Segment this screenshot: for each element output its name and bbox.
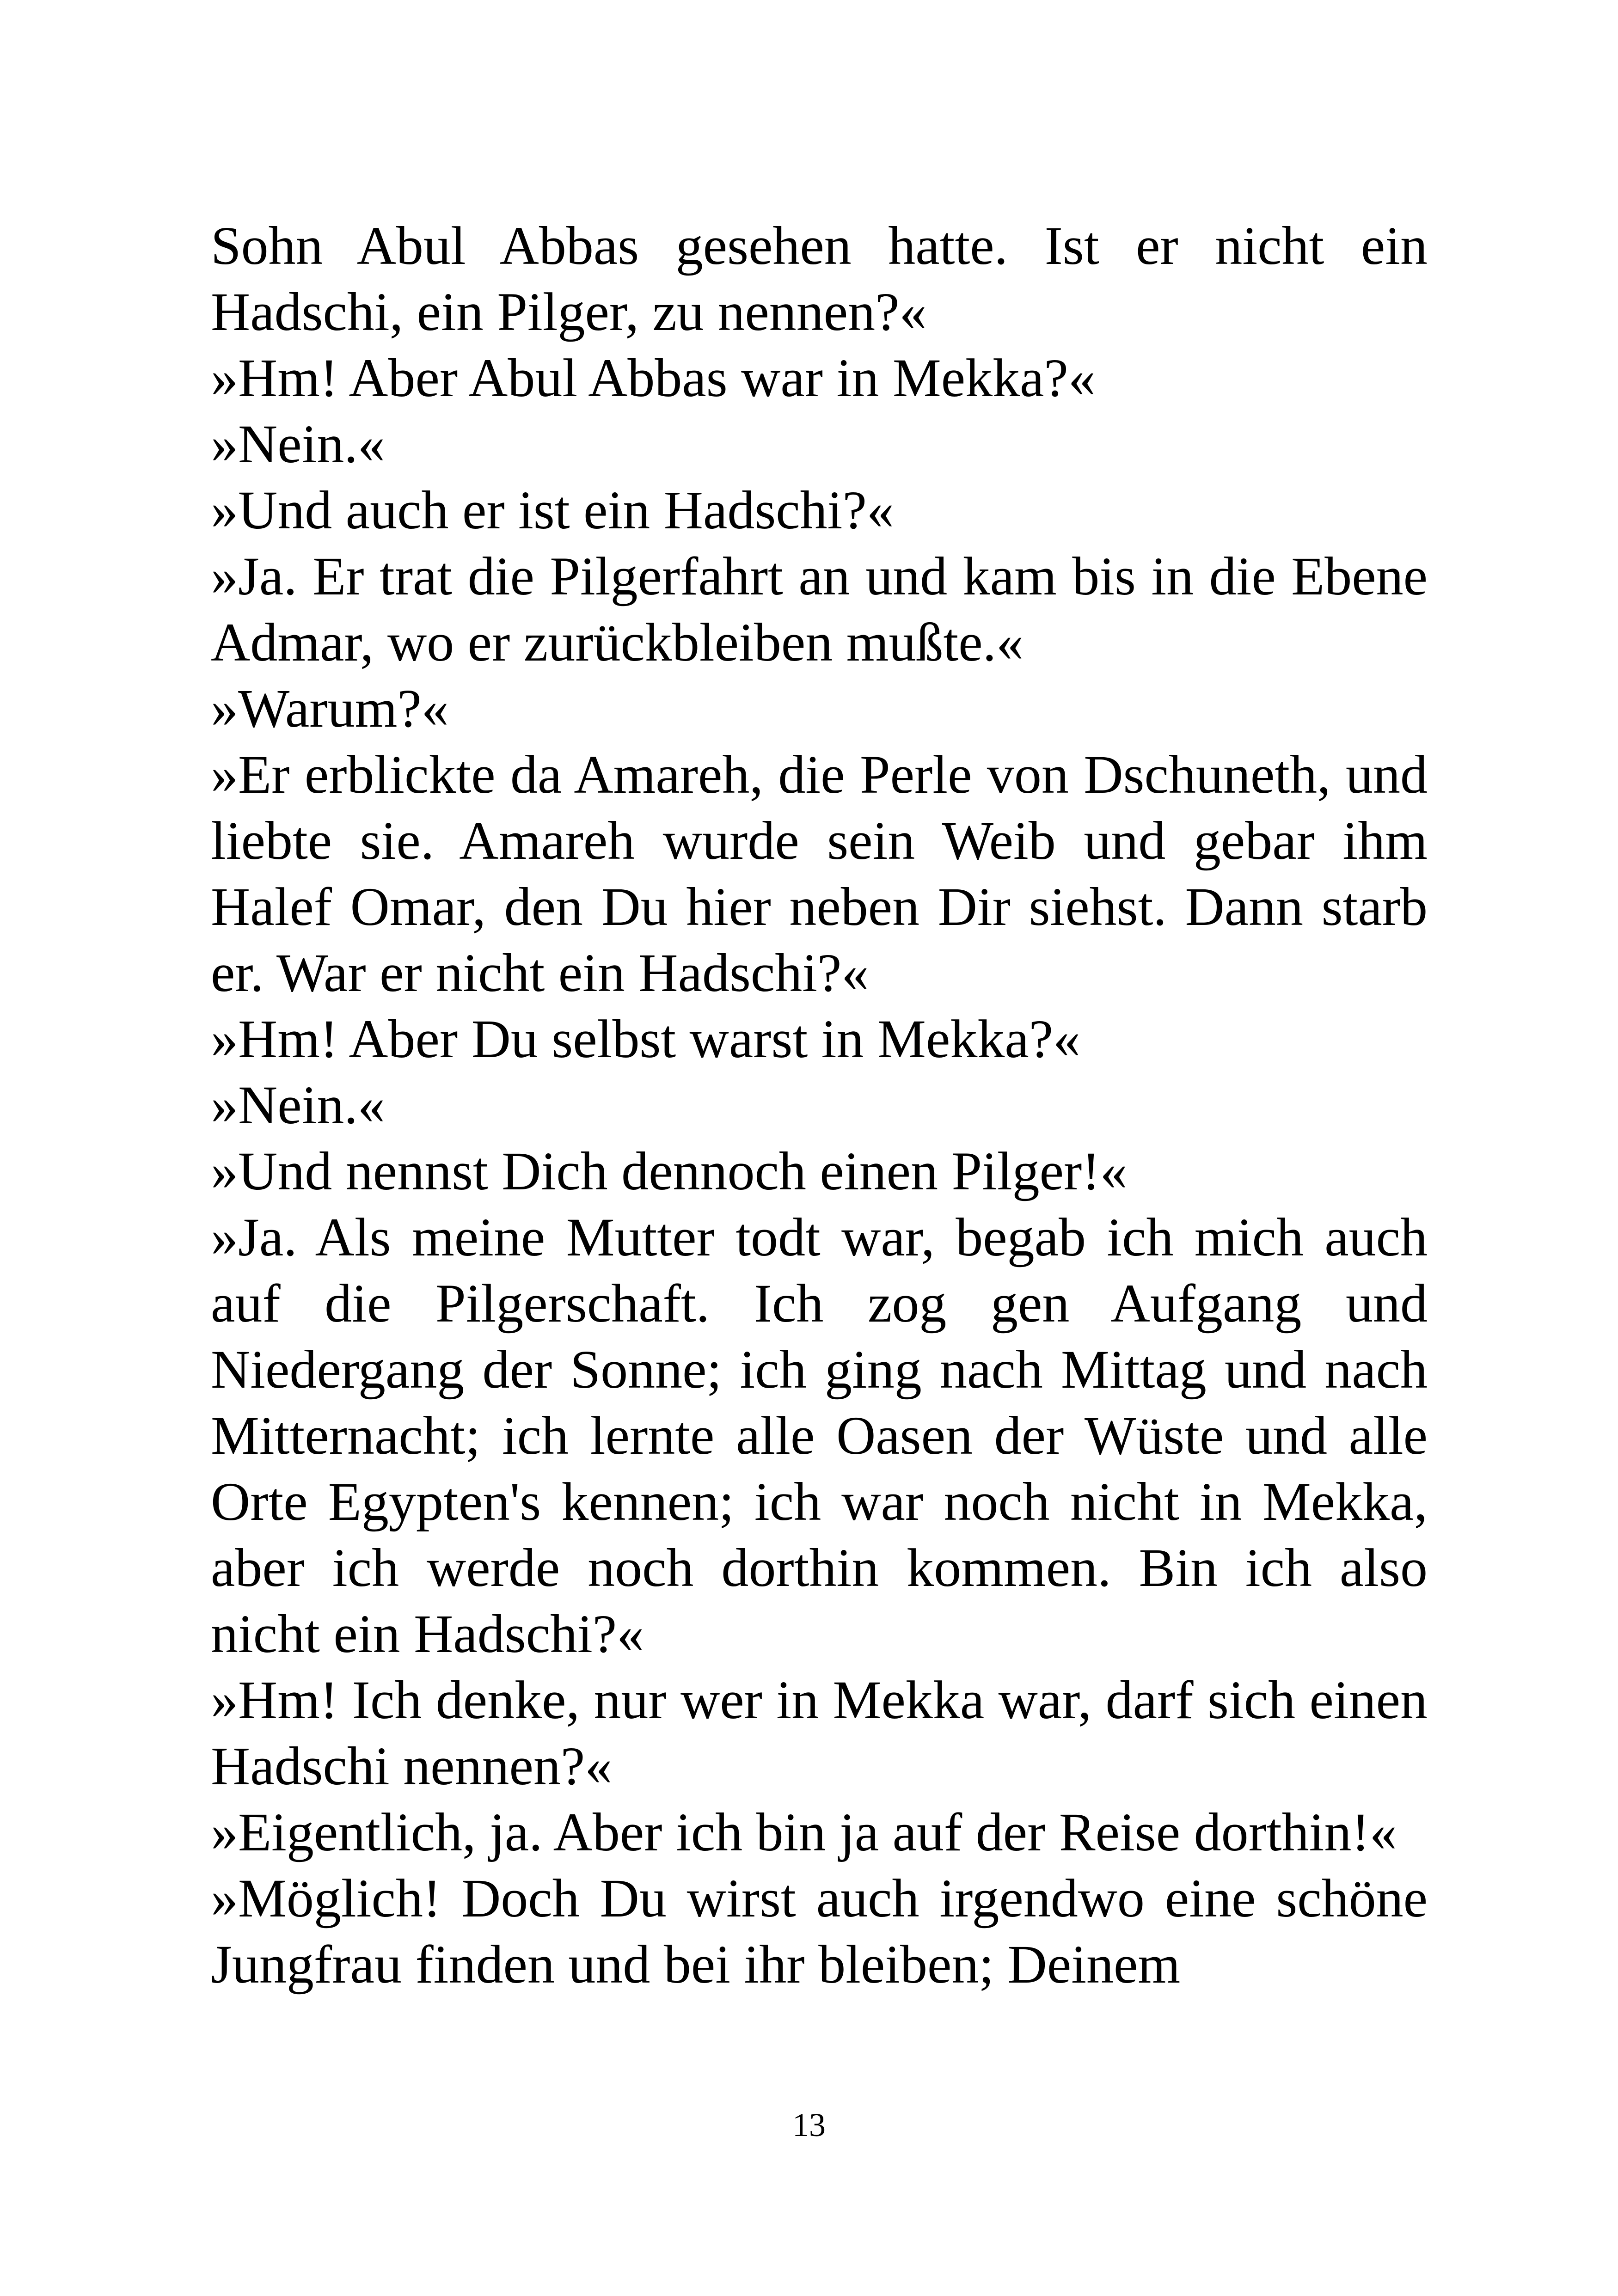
paragraph: »Hm! Aber Abul Abbas war in Mekka?« (211, 348, 1096, 408)
paragraph: »Warum?« (211, 678, 449, 739)
paragraph: »Möglich! Doch Du wirst auch irgendwo eine schöne Jungfrau finden und bei ihr bleiben; Deinem (211, 1868, 1428, 1995)
paragraph: »Nein.« (211, 1075, 385, 1135)
paragraph: »Nein.« (211, 414, 385, 474)
paragraph: »Hm! Ich denke, nur wer in Mekka war, darf sich einen Hadschi nennen?« (211, 1670, 1428, 1796)
paragraph: Sohn Abul Abbas gesehen hatte. Ist er nicht ein Hadschi, ein Pilger, zu nennen?« (211, 215, 1428, 342)
paragraph: »Und nennst Dich dennoch einen Pilger!« (211, 1141, 1128, 1201)
paragraph: »Ja. Er trat die Pilgerfahrt an und kam bis in die Ebene Admar, wo er zurückbleiben mußte.« (211, 546, 1428, 673)
paragraph: »Hm! Aber Du selbst warst in Mekka?« (211, 1009, 1081, 1069)
paragraph: »Er erblickte da Amareh, die Perle von Dschuneth, und liebte sie. Amareh wurde sein Weib und gebar ihm Halef Omar, den Du hier neben Dir siehst. Dann starb er. War er nicht ein Hadschi?« (211, 744, 1428, 1003)
body-text (211, 213, 1428, 1997)
paragraph: »Und auch er ist ein Hadschi?« (211, 480, 894, 540)
paragraph: »Eigentlich, ja. Aber ich bin ja auf der Reise dorthin!« (211, 1802, 1397, 1862)
paragraph: »Ja. Als meine Mutter todt war, begab ich mich auch auf die Pilgerschaft. Ich zog gen Aufgang und Niedergang der Sonne; ich ging nach Mittag und nach Mitternacht; ich lernte alle Oasen der Wüste und alle Orte Egypten's kennen; ich war noch nicht in Mekka, aber ich werde noch dorthin kommen. Bin ich also nicht ein Hadschi?« (211, 1207, 1428, 1664)
page-number: 13 (792, 2106, 826, 2143)
